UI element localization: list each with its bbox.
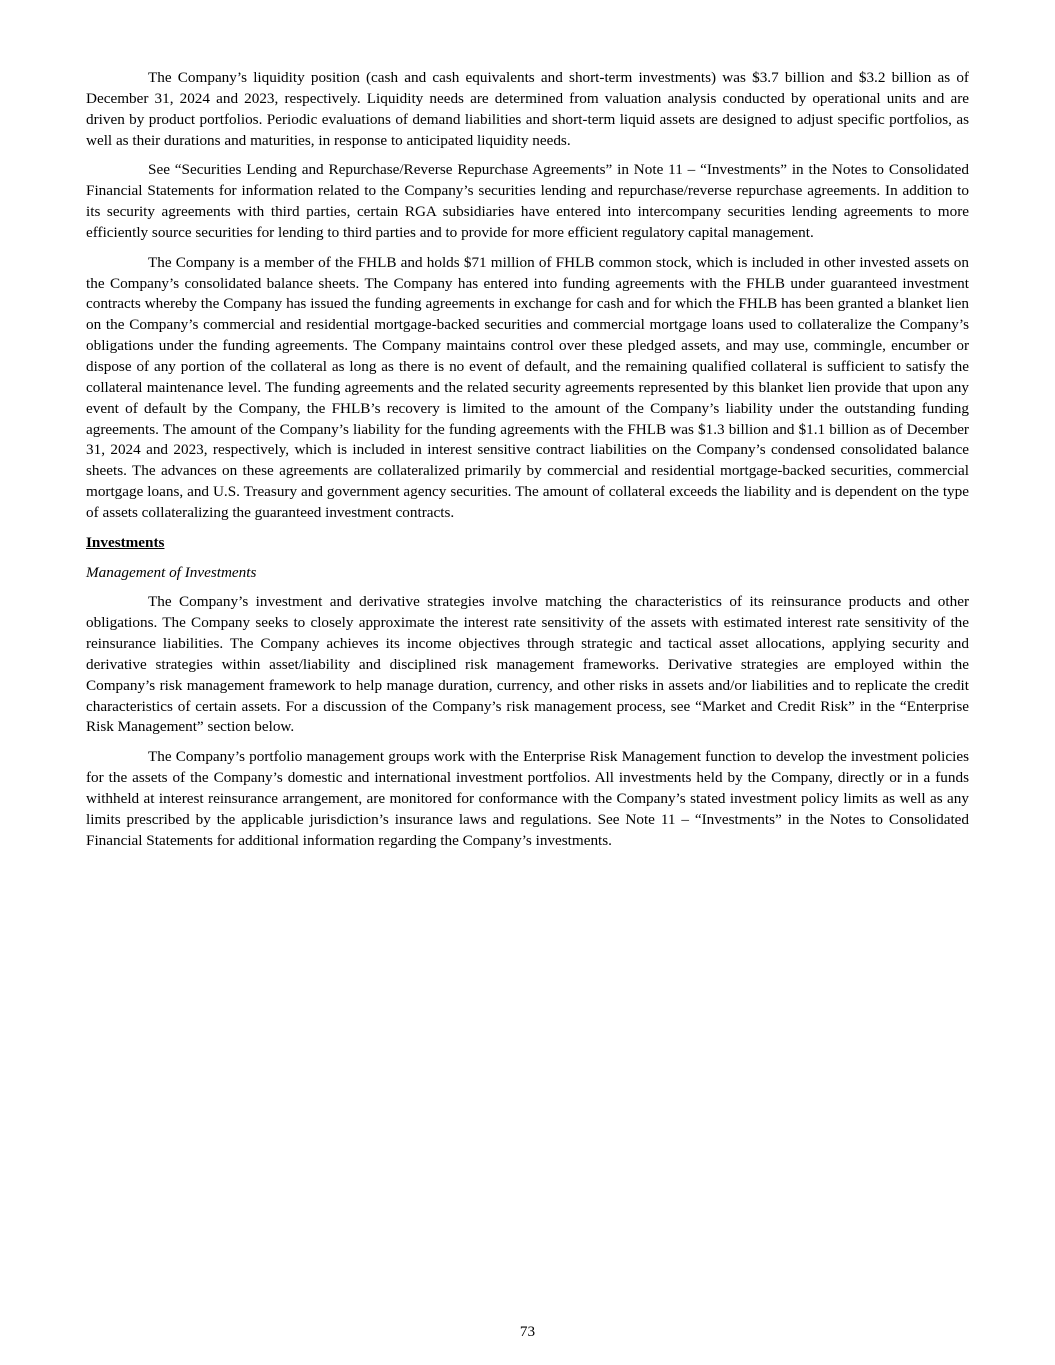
section-heading-investments: Investments: [86, 533, 165, 551]
paragraph-securities-lending: See “Securities Lending and Repurchase/Reverse Repurchase Agreements” in Note 11 – “Investments” in the Notes to Consolidated Financial Statements for information related to the Company’s securities lending and repurchase/reverse repurchase agreements. In addition to its security agreements with third parties, certain RGA subsidiaries have entered into intercompany securities lending agreements to more efficiently source securities for lending to third parties and to provide for more efficient regulatory capital management.: [86, 161, 969, 241]
paragraph-fhlb-membership: The Company is a member of the FHLB and holds $71 million of FHLB common stock, which is included in other invested assets on the Company’s consolidated balance sheets. The Company has entered into funding agreements with the FHLB under guaranteed investment contracts whereby the Company has issued the funding agreements in exchange for cash and for which the FHLB has been granted a blanket lien on the Company’s commercial and residential mortgage-backed securities and commercial mortgage loans used to collateralize the Company’s obligations under the funding agreements. The Company maintains control over these pledged assets, and may use, commingle, encumber or dispose of any portion of the collateral as long as there is no event of default, and the remaining qualified collateral is sufficient to satisfy the collateral maintenance level. The funding agreements and the related security agreements represented by this blanket lien provide that upon any event of default by the Company, the FHLB’s recovery is limited to the amount of the Company’s liability under the outstanding funding agreements. The amount of the Company’s liability for the funding agreements with the FHLB was $1.3 billion and $1.1 billion as of December 31, 2024 and 2023, respectively, which is included in interest sensitive contract liabilities on the Company’s condensed consolidated balance sheets. The advances on these agreements are collateralized primarily by commercial and residential mortgage-backed securities, commercial mortgage loans, and U.S. Treasury and government agency securities. The amount of collateral exceeds the liability and is dependent on the type of assets collateralizing the guaranteed investment contracts.: [86, 253, 969, 521]
paragraph-liquidity-position: The Company’s liquidity position (cash and cash equivalents and short-term investments) was $3.7 billion and $3.2 billion as of December 31, 2024 and 2023, respectively. Liquidity needs are determined from valuation analysis conducted by operational units and are driven by product portfolios. Periodic evaluations of demand liabilities and short-term liquid assets are designed to adjust specific portfolios, as well as their durations and maturities, in response to anticipated liquidity needs.: [86, 69, 969, 149]
subheading-management-of-investments: Management of Investments: [86, 563, 257, 581]
paragraph-investment-strategies: The Company’s investment and derivative strategies involve matching the characteristics of its reinsurance products and other obligations. The Company seeks to closely approximate the interest rate sensitivity of the assets with estimated interest rate sensitivity of the reinsurance liabilities. The Company achieves its income objectives through strategic and tactical asset allocations, applying security and derivative strategies within asset/liability and disciplined risk management frameworks. Derivative strategies are employed within the Company’s risk management framework to help manage duration, currency, and other risks in assets and/or liabilities and to replicate the credit characteristics of certain assets. For a discussion of the Company’s risk management process, see “Market and Credit Risk” in the “Enterprise Risk Management” section below.: [86, 593, 969, 736]
document-page: [86, 68, 969, 861]
page-number: 73: [519, 1323, 536, 1340]
paragraph-portfolio-management: The Company’s portfolio management groups work with the Enterprise Risk Management function to develop the investment policies for the assets of the Company’s domestic and international investment portfolios. All investments held by the Company, directly or in a funds withheld at interest reinsurance arrangement, are monitored for conformance with the Company’s stated investment policy limits as well as any limits prescribed by the applicable jurisdiction’s insurance laws and regulations. See Note 11 – “Investments” in the Notes to Consolidated Financial Statements for additional information regarding the Company’s investments.: [86, 748, 969, 849]
